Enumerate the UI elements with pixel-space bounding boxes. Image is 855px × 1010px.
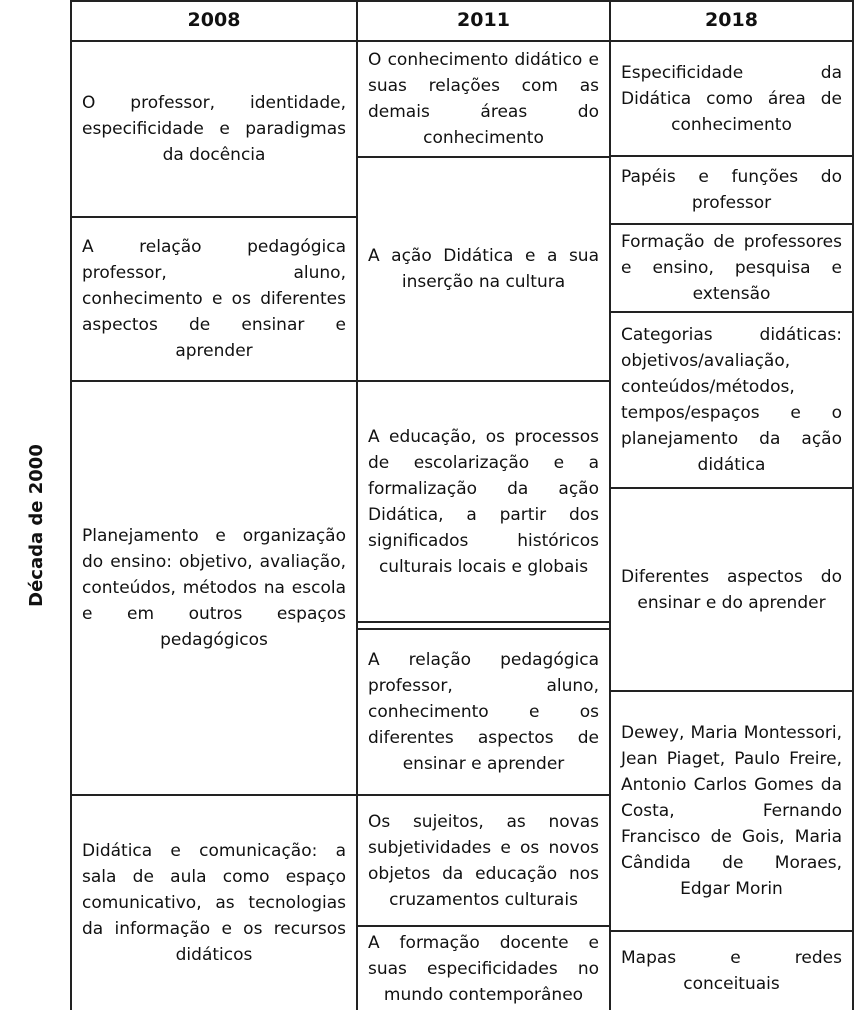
- table-border-right: [852, 0, 854, 1010]
- cell-2018: Diferentes aspectos do ensinar e do aprender: [621, 566, 842, 613]
- header-2011: 2011: [457, 9, 510, 31]
- cell-2011: A ação Didática e a sua inserção na cultura: [368, 246, 599, 292]
- cell-2018: Papéis e funções do professor: [621, 167, 842, 213]
- cell-2011: A educação, os processos de escolarização e a formalização da ação Didática, a partir dos significados históricos culturais locais e globais: [368, 426, 599, 577]
- decade-label-text: Década de 2000: [25, 443, 47, 607]
- decade-label: [6, 40, 66, 1010]
- cell-2008: Didática e comunicação: a sala de aula como espaço comunicativo, as tecnologias da informação e os recursos didáticos: [82, 841, 346, 965]
- cell-2018: Especificidade da Didática como área de conhecimento: [621, 62, 842, 135]
- row-divider-2011: [356, 621, 611, 623]
- cell-2011: O conhecimento didático e suas relações com as demais áreas do conhecimento: [368, 50, 599, 148]
- header-2018: 2018: [705, 9, 758, 31]
- cell-2011: A formação docente e suas especificidades no mundo contemporâneo: [368, 932, 599, 1005]
- cell-2011: A relação pedagógica professor, aluno, conhecimento e os diferentes aspectos de ensinar e aprender: [368, 650, 599, 774]
- cell-2018: Categorias didáticas: objetivos/avaliação, conteúdos/métodos, tempos/espaços e o planejamento da ação didática: [621, 325, 842, 475]
- cell-2008: A relação pedagógica professor, aluno, conhecimento e os diferentes aspectos de ensinar e aprender: [82, 237, 346, 361]
- cell-2011: Os sujeitos, as novas subjetividades e os novos objetos da educação nos cruzamentos culturais: [368, 811, 599, 910]
- cell-2018: Formação de professores e ensino, pesquisa e extensão: [621, 232, 842, 304]
- cell-2018: Dewey, Maria Montessori, Jean Piaget, Paulo Freire, Antonio Carlos Gomes da Costa, Fernando Francisco de Gois, Maria Cândida de Moraes, Edgar Morin: [621, 723, 842, 899]
- cell-2008: Planejamento e organização do ensino: objetivo, avaliação, conteúdos, métodos na escola e em outros espaços pedagógicos: [82, 526, 346, 650]
- cell-2008: O professor, identidade, especificidade e paradigmas da docência: [82, 93, 346, 165]
- cell-2018: Mapas e redes conceituais: [621, 948, 842, 994]
- header-2008: 2008: [187, 9, 241, 31]
